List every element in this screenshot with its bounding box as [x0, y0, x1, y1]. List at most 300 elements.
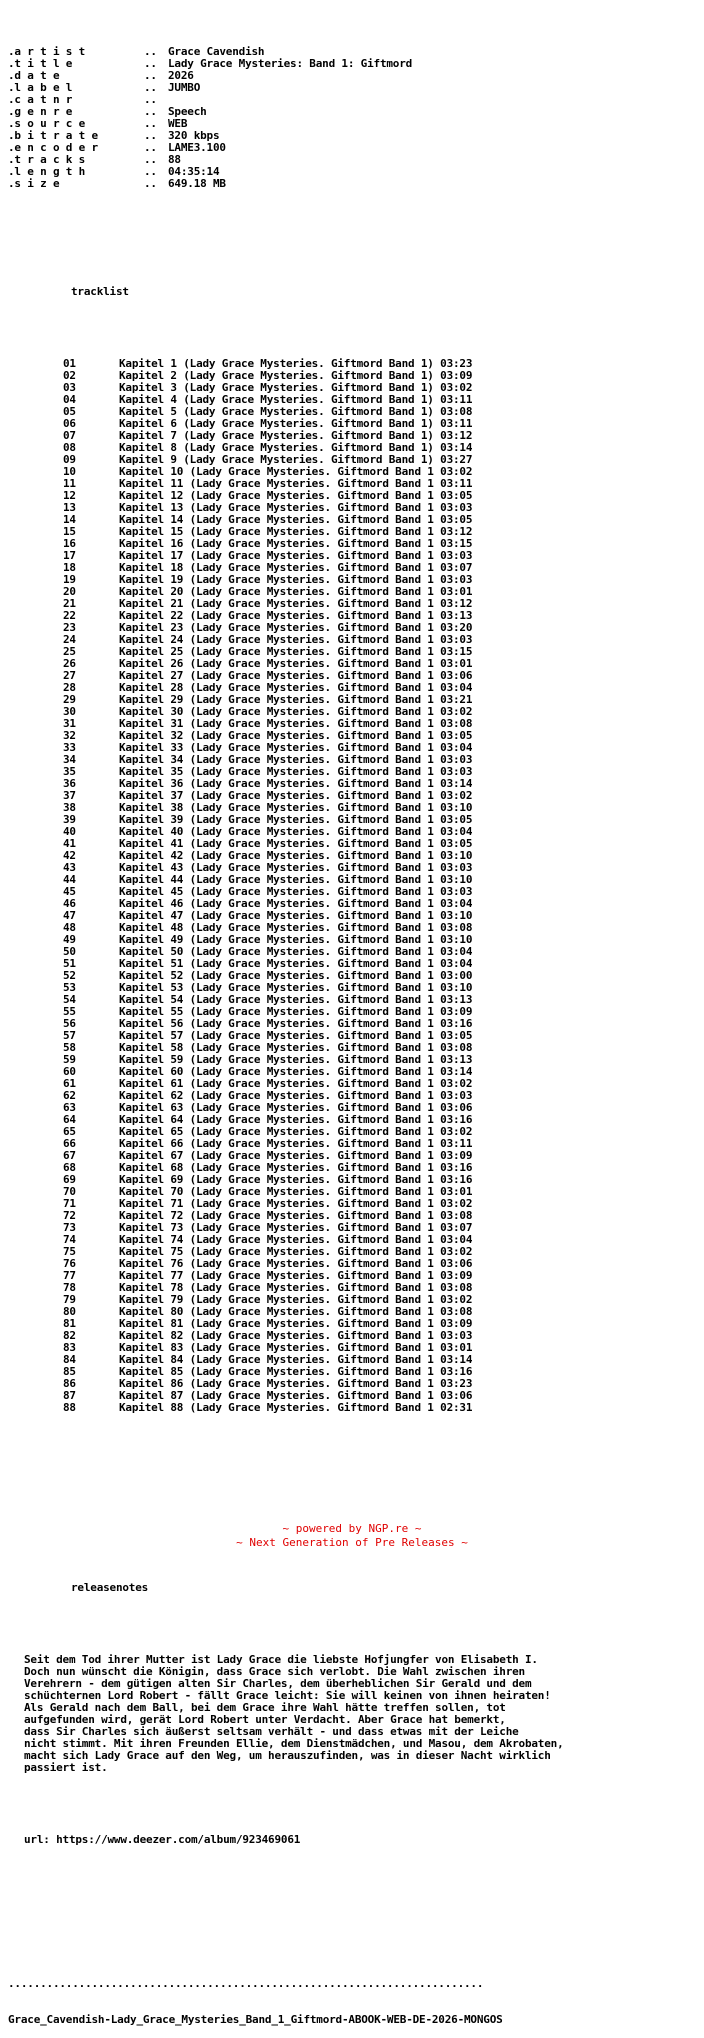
track-number: 14: [63, 513, 76, 526]
meta-separator: ..: [144, 69, 157, 82]
track-row: [8, 1402, 700, 1414]
track-duration: 03:10: [440, 873, 473, 886]
track-number: 61: [63, 1077, 76, 1090]
track-title: Kapitel 16 (Lady Grace Mysteries. Giftmord Band 1: [119, 537, 441, 550]
track-number: 81: [63, 1317, 76, 1330]
track-number: 57: [63, 1029, 76, 1042]
tracklist-heading: tracklist: [71, 285, 129, 298]
track-title: Kapitel 70 (Lady Grace Mysteries. Giftmord Band 1: [119, 1185, 441, 1198]
track-duration: 03:03: [440, 765, 473, 778]
track-title: Kapitel 45 (Lady Grace Mysteries. Giftmord Band 1: [119, 885, 441, 898]
track-title: Kapitel 77 (Lady Grace Mysteries. Giftmord Band 1: [119, 1269, 441, 1282]
track-title: Kapitel 31 (Lady Grace Mysteries. Giftmord Band 1: [119, 717, 441, 730]
track-number: 78: [63, 1281, 76, 1294]
track-duration: 03:08: [440, 1041, 473, 1054]
meta-separator: ..: [144, 117, 157, 130]
track-number: 04: [63, 393, 76, 406]
meta-value: 88: [168, 153, 181, 166]
track-title: Kapitel 6 (Lady Grace Mysteries. Giftmord Band 1): [119, 417, 441, 430]
track-duration: 03:03: [440, 753, 473, 766]
track-number: 15: [63, 525, 76, 538]
track-number: 49: [63, 933, 76, 946]
track-number: 70: [63, 1185, 76, 1198]
release-note-line: Als Gerald nach dem Ball, bei dem Grace ihre Wahl hätte treffen sollen, tot: [24, 1701, 506, 1714]
track-duration: 03:14: [440, 1065, 473, 1078]
track-duration: 03:10: [440, 849, 473, 862]
meta-value: Lady Grace Mysteries: Band 1: Giftmord: [168, 57, 413, 70]
track-number: 79: [63, 1293, 76, 1306]
meta-key: .l a b e l: [8, 81, 73, 94]
track-number: 72: [63, 1209, 76, 1222]
track-number: 42: [63, 849, 76, 862]
track-title: Kapitel 41 (Lady Grace Mysteries. Giftmord Band 1: [119, 837, 441, 850]
meta-value: WEB: [168, 117, 188, 130]
track-title: Kapitel 59 (Lady Grace Mysteries. Giftmord Band 1: [119, 1053, 441, 1066]
meta-separator: ..: [144, 81, 157, 94]
track-number: 47: [63, 909, 76, 922]
track-number: 88: [63, 1401, 76, 1414]
track-duration: 03:11: [440, 477, 473, 490]
track-title: Kapitel 20 (Lady Grace Mysteries. Giftmord Band 1: [119, 585, 441, 598]
track-number: 82: [63, 1329, 76, 1342]
track-duration: 03:05: [440, 513, 473, 526]
track-duration: 03:01: [440, 1341, 473, 1354]
track-number: 66: [63, 1137, 76, 1150]
track-duration: 03:27: [440, 453, 473, 466]
track-number: 41: [63, 837, 76, 850]
track-duration: 03:16: [440, 1113, 473, 1126]
track-number: 71: [63, 1197, 76, 1210]
release-name: Grace_Cavendish-Lady_Grace_Mysteries_Band_1_Giftmord-ABOOK-WEB-DE-2026-MONGOS: [8, 2013, 503, 2026]
track-number: 23: [63, 621, 76, 634]
track-duration: 03:03: [440, 633, 473, 646]
track-number: 35: [63, 765, 76, 778]
meta-key: .s o u r c e: [8, 117, 86, 130]
meta-separator: ..: [144, 129, 157, 142]
track-number: 80: [63, 1305, 76, 1318]
track-number: 12: [63, 489, 76, 502]
track-title: Kapitel 49 (Lady Grace Mysteries. Giftmord Band 1: [119, 933, 441, 946]
track-title: Kapitel 55 (Lady Grace Mysteries. Giftmord Band 1: [119, 1005, 441, 1018]
track-title: Kapitel 3 (Lady Grace Mysteries. Giftmord Band 1): [119, 381, 441, 394]
track-duration: 03:11: [440, 417, 473, 430]
track-number: 85: [63, 1365, 76, 1378]
track-number: 01: [63, 357, 76, 370]
track-number: 45: [63, 885, 76, 898]
track-number: 39: [63, 813, 76, 826]
meta-row: [8, 130, 700, 142]
track-duration: 03:23: [440, 357, 473, 370]
release-note-line: passiert ist.: [24, 1761, 108, 1774]
track-title: Kapitel 7 (Lady Grace Mysteries. Giftmord Band 1): [119, 429, 441, 442]
track-title: Kapitel 29 (Lady Grace Mysteries. Giftmord Band 1: [119, 693, 441, 706]
release-note-line: macht sich Lady Grace auf den Weg, um herauszufinden, was in dieser Nacht wirklich: [24, 1749, 551, 1762]
track-number: 50: [63, 945, 76, 958]
track-duration: 03:08: [440, 1209, 473, 1222]
footer-powered-by: ~ powered by NGP.re ~: [282, 1522, 422, 1535]
track-number: 62: [63, 1089, 76, 1102]
track-number: 58: [63, 1041, 76, 1054]
track-duration: 03:11: [440, 393, 473, 406]
track-number: 64: [63, 1113, 76, 1126]
track-duration: 03:05: [440, 1029, 473, 1042]
track-title: Kapitel 73 (Lady Grace Mysteries. Giftmord Band 1: [119, 1221, 441, 1234]
track-duration: 03:14: [440, 1353, 473, 1366]
track-duration: 03:20: [440, 621, 473, 634]
track-number: 21: [63, 597, 76, 610]
track-duration: 03:06: [440, 1101, 473, 1114]
track-number: 29: [63, 693, 76, 706]
track-title: Kapitel 10 (Lady Grace Mysteries. Giftmord Band 1: [119, 465, 441, 478]
track-duration: 03:16: [440, 1173, 473, 1186]
track-duration: 03:16: [440, 1017, 473, 1030]
track-title: Kapitel 42 (Lady Grace Mysteries. Giftmord Band 1: [119, 849, 441, 862]
release-notes: [24, 1654, 704, 1774]
track-title: Kapitel 36 (Lady Grace Mysteries. Giftmord Band 1: [119, 777, 441, 790]
track-duration: 03:08: [440, 405, 473, 418]
track-title: Kapitel 5 (Lady Grace Mysteries. Giftmord Band 1): [119, 405, 441, 418]
track-title: Kapitel 15 (Lady Grace Mysteries. Giftmord Band 1: [119, 525, 441, 538]
track-title: Kapitel 72 (Lady Grace Mysteries. Giftmord Band 1: [119, 1209, 441, 1222]
track-duration: 03:09: [440, 1149, 473, 1162]
track-duration: 03:02: [440, 1293, 473, 1306]
track-number: 27: [63, 669, 76, 682]
track-number: 13: [63, 501, 76, 514]
track-number: 19: [63, 573, 76, 586]
meta-value: Grace Cavendish: [168, 45, 265, 58]
meta-row: [8, 142, 700, 154]
track-number: 63: [63, 1101, 76, 1114]
meta-value: 2026: [168, 69, 194, 82]
track-title: Kapitel 87 (Lady Grace Mysteries. Giftmord Band 1: [119, 1389, 441, 1402]
track-duration: 03:03: [440, 501, 473, 514]
track-number: 48: [63, 921, 76, 934]
track-number: 02: [63, 369, 76, 382]
track-duration: 03:08: [440, 921, 473, 934]
track-title: Kapitel 38 (Lady Grace Mysteries. Giftmord Band 1: [119, 801, 441, 814]
track-title: Kapitel 1 (Lady Grace Mysteries. Giftmord Band 1): [119, 357, 441, 370]
track-duration: 03:10: [440, 909, 473, 922]
track-title: Kapitel 35 (Lady Grace Mysteries. Giftmord Band 1: [119, 765, 441, 778]
meta-key: .t r a c k s: [8, 153, 86, 166]
track-duration: 03:21: [440, 693, 473, 706]
track-title: Kapitel 22 (Lady Grace Mysteries. Giftmord Band 1: [119, 609, 441, 622]
track-number: 87: [63, 1389, 76, 1402]
track-title: Kapitel 18 (Lady Grace Mysteries. Giftmord Band 1: [119, 561, 441, 574]
track-number: 26: [63, 657, 76, 670]
track-duration: 03:02: [440, 1245, 473, 1258]
track-number: 07: [63, 429, 76, 442]
track-number: 30: [63, 705, 76, 718]
release-metadata: [8, 46, 700, 190]
meta-key: .s i z e: [8, 177, 60, 190]
release-note-line: Doch nun wünscht die Königin, dass Grace sich verlobt. Die Wahl zwischen ihren: [24, 1665, 525, 1678]
track-title: Kapitel 8 (Lady Grace Mysteries. Giftmord Band 1): [119, 441, 441, 454]
meta-separator: ..: [144, 153, 157, 166]
track-title: Kapitel 60 (Lady Grace Mysteries. Giftmord Band 1: [119, 1065, 441, 1078]
meta-row: [8, 154, 700, 166]
track-duration: 03:02: [440, 705, 473, 718]
track-title: Kapitel 68 (Lady Grace Mysteries. Giftmord Band 1: [119, 1161, 441, 1174]
track-duration: 03:10: [440, 801, 473, 814]
track-title: Kapitel 37 (Lady Grace Mysteries. Giftmord Band 1: [119, 789, 441, 802]
track-title: Kapitel 81 (Lady Grace Mysteries. Giftmord Band 1: [119, 1317, 441, 1330]
track-duration: 03:23: [440, 1377, 473, 1390]
track-title: Kapitel 86 (Lady Grace Mysteries. Giftmord Band 1: [119, 1377, 441, 1390]
track-duration: 03:04: [440, 897, 473, 910]
track-title: Kapitel 71 (Lady Grace Mysteries. Giftmord Band 1: [119, 1197, 441, 1210]
track-duration: 03:12: [440, 525, 473, 538]
track-duration: 02:31: [440, 1401, 473, 1414]
meta-row: [8, 82, 700, 94]
track-title: Kapitel 21 (Lady Grace Mysteries. Giftmord Band 1: [119, 597, 441, 610]
track-title: Kapitel 66 (Lady Grace Mysteries. Giftmord Band 1: [119, 1137, 441, 1150]
track-number: 32: [63, 729, 76, 742]
track-number: 65: [63, 1125, 76, 1138]
track-duration: 03:02: [440, 1125, 473, 1138]
track-title: Kapitel 69 (Lady Grace Mysteries. Giftmord Band 1: [119, 1173, 441, 1186]
track-title: Kapitel 75 (Lady Grace Mysteries. Giftmord Band 1: [119, 1245, 441, 1258]
track-number: 37: [63, 789, 76, 802]
track-title: Kapitel 13 (Lady Grace Mysteries. Giftmord Band 1: [119, 501, 441, 514]
track-duration: 03:02: [440, 789, 473, 802]
meta-row: [8, 178, 700, 190]
track-number: 55: [63, 1005, 76, 1018]
meta-separator: ..: [144, 105, 157, 118]
track-duration: 03:12: [440, 597, 473, 610]
track-duration: 03:08: [440, 1281, 473, 1294]
track-duration: 03:07: [440, 561, 473, 574]
track-duration: 03:02: [440, 1197, 473, 1210]
track-title: Kapitel 57 (Lady Grace Mysteries. Giftmord Band 1: [119, 1029, 441, 1042]
meta-separator: ..: [144, 165, 157, 178]
release-note-line: nicht stimmt. Mit ihren Freunden Ellie, dem Dienstmädchen, und Masou, dem Akrobaten,: [24, 1737, 564, 1750]
track-title: Kapitel 9 (Lady Grace Mysteries. Giftmord Band 1): [119, 453, 441, 466]
track-title: Kapitel 43 (Lady Grace Mysteries. Giftmord Band 1: [119, 861, 441, 874]
track-duration: 03:01: [440, 585, 473, 598]
track-title: Kapitel 51 (Lady Grace Mysteries. Giftmord Band 1: [119, 957, 441, 970]
track-number: 67: [63, 1149, 76, 1162]
track-title: Kapitel 76 (Lady Grace Mysteries. Giftmord Band 1: [119, 1257, 441, 1270]
track-number: 25: [63, 645, 76, 658]
meta-key: .b i t r a t e: [8, 129, 98, 142]
track-number: 74: [63, 1233, 76, 1246]
track-duration: 03:10: [440, 933, 473, 946]
track-number: 86: [63, 1377, 76, 1390]
meta-key: .t i t l e: [8, 57, 73, 70]
track-duration: 03:03: [440, 1089, 473, 1102]
track-duration: 03:09: [440, 1317, 473, 1330]
meta-separator: ..: [144, 57, 157, 70]
meta-key: .a r t i s t: [8, 45, 86, 58]
track-duration: 03:02: [440, 465, 473, 478]
track-title: Kapitel 4 (Lady Grace Mysteries. Giftmord Band 1): [119, 393, 441, 406]
track-title: Kapitel 52 (Lady Grace Mysteries. Giftmord Band 1: [119, 969, 441, 982]
track-number: 69: [63, 1173, 76, 1186]
meta-row: [8, 166, 700, 178]
track-title: Kapitel 46 (Lady Grace Mysteries. Giftmord Band 1: [119, 897, 441, 910]
track-number: 24: [63, 633, 76, 646]
meta-separator: ..: [144, 45, 157, 58]
track-number: 83: [63, 1341, 76, 1354]
release-note-line: schüchternen Lord Robert - fällt Grace leicht: Sie will keinen von ihnen heiraten!: [24, 1689, 551, 1702]
track-duration: 03:03: [440, 885, 473, 898]
track-duration: 03:16: [440, 1161, 473, 1174]
track-title: Kapitel 25 (Lady Grace Mysteries. Giftmord Band 1: [119, 645, 441, 658]
releasenotes-heading: releasenotes: [71, 1581, 149, 1594]
track-title: Kapitel 39 (Lady Grace Mysteries. Giftmord Band 1: [119, 813, 441, 826]
track-duration: 03:03: [440, 573, 473, 586]
track-title: Kapitel 63 (Lady Grace Mysteries. Giftmord Band 1: [119, 1101, 441, 1114]
release-note-line: dass Sir Charles sich äußerst seltsam verhält - und dass etwas mit der Leiche: [24, 1725, 519, 1738]
track-duration: 03:14: [440, 777, 473, 790]
track-number: 17: [63, 549, 76, 562]
track-number: 22: [63, 609, 76, 622]
track-title: Kapitel 2 (Lady Grace Mysteries. Giftmord Band 1): [119, 369, 441, 382]
track-number: 59: [63, 1053, 76, 1066]
track-duration: 03:13: [440, 1053, 473, 1066]
track-duration: 03:04: [440, 681, 473, 694]
track-duration: 03:04: [440, 741, 473, 754]
meta-value: JUMBO: [168, 81, 201, 94]
track-title: Kapitel 80 (Lady Grace Mysteries. Giftmord Band 1: [119, 1305, 441, 1318]
release-note-line: Verehrern - dem gütigen alten Sir Charles, dem überheblichen Sir Gerald und dem: [24, 1677, 532, 1690]
meta-separator: ..: [144, 141, 157, 154]
track-title: Kapitel 50 (Lady Grace Mysteries. Giftmord Band 1: [119, 945, 441, 958]
meta-value: LAME3.100: [168, 141, 226, 154]
track-title: Kapitel 33 (Lady Grace Mysteries. Giftmord Band 1: [119, 741, 441, 754]
track-title: Kapitel 17 (Lady Grace Mysteries. Giftmord Band 1: [119, 549, 441, 562]
track-number: 36: [63, 777, 76, 790]
track-duration: 03:09: [440, 1005, 473, 1018]
meta-key: .d a t e: [8, 69, 60, 82]
track-number: 05: [63, 405, 76, 418]
track-title: Kapitel 12 (Lady Grace Mysteries. Giftmord Band 1: [119, 489, 441, 502]
meta-value: 04:35:14: [168, 165, 220, 178]
release-note-line: aufgefunden wird, gerät Lord Robert unter Verdacht. Aber Grace hat bemerkt,: [24, 1713, 506, 1726]
track-title: Kapitel 82 (Lady Grace Mysteries. Giftmord Band 1: [119, 1329, 441, 1342]
track-duration: 03:04: [440, 1233, 473, 1246]
track-duration: 03:05: [440, 837, 473, 850]
track-title: Kapitel 64 (Lady Grace Mysteries. Giftmord Band 1: [119, 1113, 441, 1126]
nfo-document: [8, 22, 700, 2038]
track-title: Kapitel 40 (Lady Grace Mysteries. Giftmord Band 1: [119, 825, 441, 838]
meta-key: .g e n r e: [8, 105, 73, 118]
track-duration: 03:13: [440, 993, 473, 1006]
track-duration: 03:04: [440, 945, 473, 958]
separator-rule: ..........................................................................: [8, 1977, 484, 1990]
meta-key: .e n c o d e r: [8, 141, 98, 154]
track-number: 43: [63, 861, 76, 874]
track-title: Kapitel 67 (Lady Grace Mysteries. Giftmord Band 1: [119, 1149, 441, 1162]
meta-separator: ..: [144, 177, 157, 190]
track-number: 68: [63, 1161, 76, 1174]
track-number: 44: [63, 873, 76, 886]
track-title: Kapitel 78 (Lady Grace Mysteries. Giftmord Band 1: [119, 1281, 441, 1294]
track-duration: 03:13: [440, 609, 473, 622]
track-number: 18: [63, 561, 76, 574]
track-number: 10: [63, 465, 76, 478]
track-title: Kapitel 34 (Lady Grace Mysteries. Giftmord Band 1: [119, 753, 441, 766]
track-title: Kapitel 28 (Lady Grace Mysteries. Giftmord Band 1: [119, 681, 441, 694]
track-number: 28: [63, 681, 76, 694]
meta-row: [8, 118, 700, 130]
track-title: Kapitel 26 (Lady Grace Mysteries. Giftmord Band 1: [119, 657, 441, 670]
track-duration: 03:04: [440, 825, 473, 838]
meta-row: [8, 70, 700, 82]
track-duration: 03:09: [440, 369, 473, 382]
track-number: 51: [63, 957, 76, 970]
track-duration: 03:03: [440, 1329, 473, 1342]
track-title: Kapitel 14 (Lady Grace Mysteries. Giftmord Band 1: [119, 513, 441, 526]
meta-row: [8, 94, 700, 106]
track-duration: 03:04: [440, 957, 473, 970]
track-number: 08: [63, 441, 76, 454]
track-title: Kapitel 47 (Lady Grace Mysteries. Giftmord Band 1: [119, 909, 441, 922]
track-duration: 03:10: [440, 981, 473, 994]
track-number: 52: [63, 969, 76, 982]
track-duration: 03:14: [440, 441, 473, 454]
track-duration: 03:05: [440, 729, 473, 742]
track-number: 03: [63, 381, 76, 394]
track-title: Kapitel 56 (Lady Grace Mysteries. Giftmord Band 1: [119, 1017, 441, 1030]
track-title: Kapitel 74 (Lady Grace Mysteries. Giftmord Band 1: [119, 1233, 441, 1246]
track-duration: 03:03: [440, 549, 473, 562]
track-number: 16: [63, 537, 76, 550]
track-duration: 03:07: [440, 1221, 473, 1234]
track-number: 77: [63, 1269, 76, 1282]
track-number: 40: [63, 825, 76, 838]
track-title: Kapitel 83 (Lady Grace Mysteries. Giftmord Band 1: [119, 1341, 441, 1354]
track-title: Kapitel 32 (Lady Grace Mysteries. Giftmord Band 1: [119, 729, 441, 742]
track-title: Kapitel 62 (Lady Grace Mysteries. Giftmord Band 1: [119, 1089, 441, 1102]
track-title: Kapitel 85 (Lady Grace Mysteries. Giftmord Band 1: [119, 1365, 441, 1378]
track-duration: 03:12: [440, 429, 473, 442]
track-duration: 03:09: [440, 1269, 473, 1282]
track-title: Kapitel 44 (Lady Grace Mysteries. Giftmord Band 1: [119, 873, 441, 886]
meta-row: [8, 106, 700, 118]
release-note-line: Seit dem Tod ihrer Mutter ist Lady Grace die liebste Hofjungfer von Elisabeth I.: [24, 1653, 538, 1666]
track-duration: 03:02: [440, 381, 473, 394]
track-number: 38: [63, 801, 76, 814]
meta-value: 649.18 MB: [168, 177, 226, 190]
track-number: 33: [63, 741, 76, 754]
track-duration: 03:06: [440, 669, 473, 682]
track-duration: 03:15: [440, 537, 473, 550]
track-title: Kapitel 30 (Lady Grace Mysteries. Giftmord Band 1: [119, 705, 441, 718]
track-number: 06: [63, 417, 76, 430]
track-number: 34: [63, 753, 76, 766]
footer-tagline: ~ Next Generation of Pre Releases ~: [236, 1536, 468, 1549]
track-title: Kapitel 53 (Lady Grace Mysteries. Giftmord Band 1: [119, 981, 441, 994]
track-number: 56: [63, 1017, 76, 1030]
meta-separator: ..: [144, 93, 157, 106]
meta-key: .c a t n r: [8, 93, 73, 106]
track-title: Kapitel 23 (Lady Grace Mysteries. Giftmord Band 1: [119, 621, 441, 634]
meta-row: [8, 58, 700, 70]
meta-value: Speech: [168, 105, 207, 118]
track-duration: 03:00: [440, 969, 473, 982]
track-number: 09: [63, 453, 76, 466]
track-title: Kapitel 11 (Lady Grace Mysteries. Giftmord Band 1: [119, 477, 441, 490]
meta-key: .l e n g t h: [8, 165, 86, 178]
track-duration: 03:08: [440, 1305, 473, 1318]
track-title: Kapitel 79 (Lady Grace Mysteries. Giftmord Band 1: [119, 1293, 441, 1306]
track-number: 46: [63, 897, 76, 910]
track-title: Kapitel 88 (Lady Grace Mysteries. Giftmord Band 1: [119, 1401, 441, 1414]
track-duration: 03:08: [440, 717, 473, 730]
track-number: 53: [63, 981, 76, 994]
